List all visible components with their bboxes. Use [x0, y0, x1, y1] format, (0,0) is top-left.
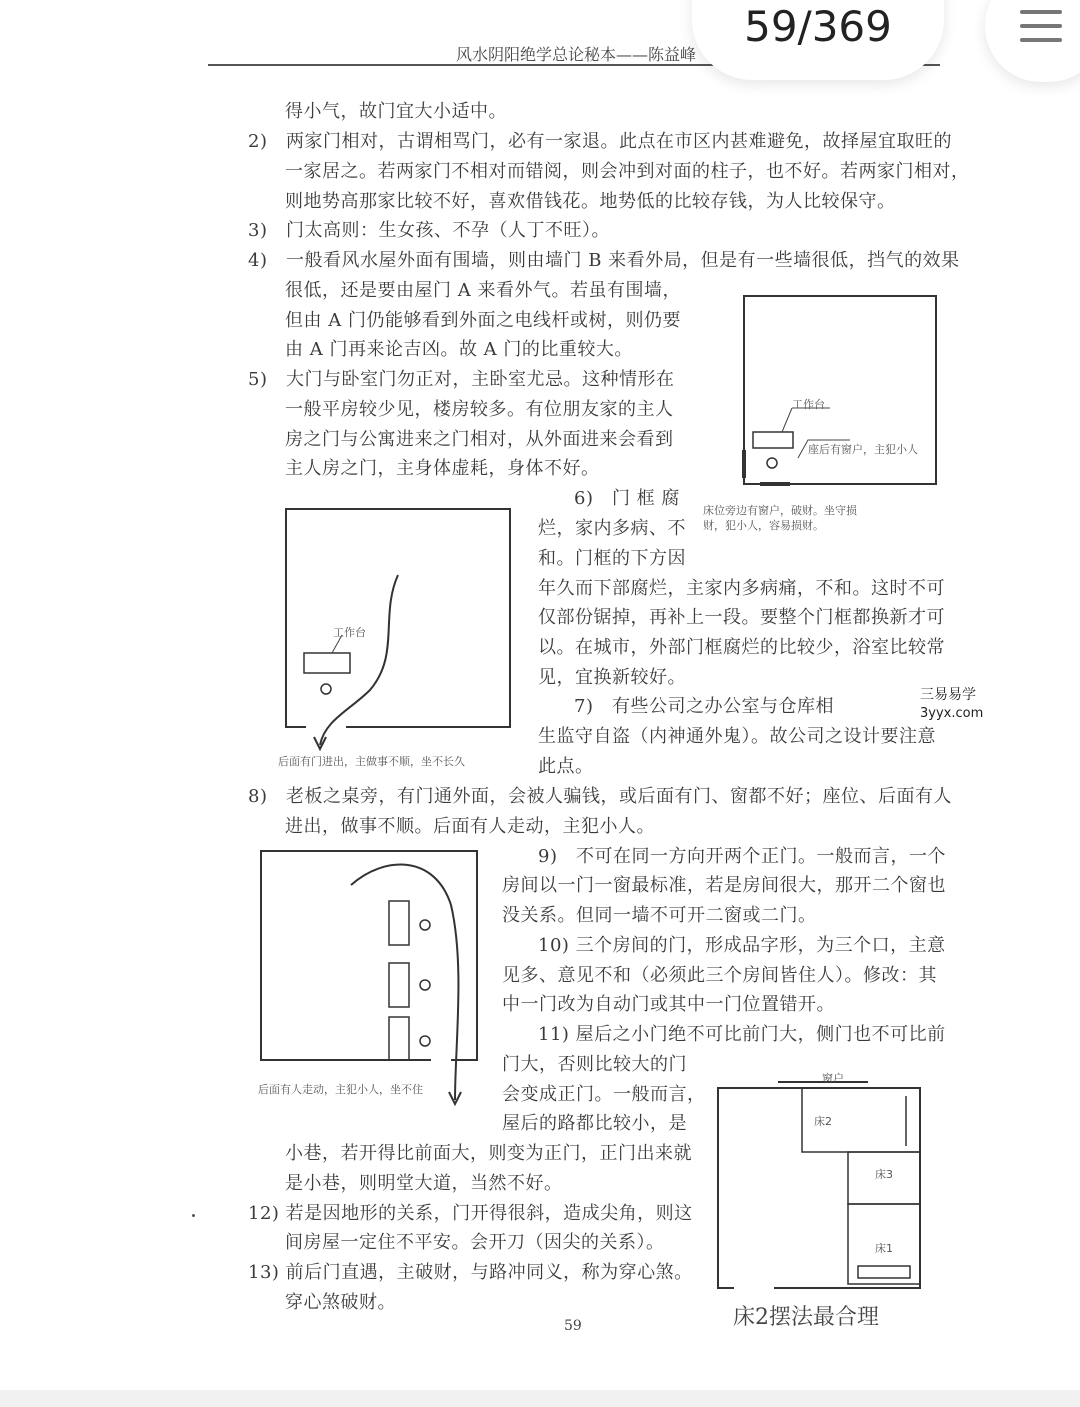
- text-line: 得小气，故门宜大小适中。: [285, 101, 507, 122]
- fig1-desk-label: 工作台: [792, 398, 825, 411]
- text-line: 11) 屋后之小门绝不可比前门大，侧门也不可比前: [538, 1024, 946, 1045]
- text-line: 主人房之门，主身体虚耗，身体不好。: [285, 458, 600, 479]
- room-outline: [286, 509, 510, 727]
- fig4-window-label: 窗户: [822, 1072, 844, 1085]
- text-line: 和。门框的下方因: [538, 548, 686, 569]
- fig4-bed2-label: 床2: [814, 1115, 832, 1128]
- text-line: 没关系。但同一墙不可开二窗或二门。: [502, 905, 817, 926]
- stray-dot: [192, 1214, 195, 1217]
- viewer-bottom-band: [0, 1390, 1080, 1407]
- text-line: 中一门改为自动门或其中一门位置错开。: [502, 994, 835, 1015]
- text-line: 5) 大门与卧室门勿正对，主卧室尤忌。这种情形在: [248, 369, 675, 390]
- fig1-note: 座后有窗户，主犯小人: [808, 443, 918, 456]
- desk-rect: [304, 653, 350, 673]
- text-line: 一般平房较少见，楼房较多。有位朋友家的主人: [285, 399, 674, 420]
- text-line: 间房屋一定住不平安。会开刀（因尖的关系）。: [285, 1232, 665, 1253]
- text-line: 12) 若是因地形的关系，门开得很斜，造成尖角，则这: [248, 1203, 693, 1224]
- figure-back-door: [280, 505, 520, 755]
- text-line: 但由 A 门仍能够看到外面之电线杆或树，则仍要: [285, 310, 681, 331]
- running-header: 风水阴阳绝学总论秘本——陈益峰: [456, 45, 697, 64]
- text-line: 很低，还是要由屋门 A 来看外气。若虽有围墙，: [285, 280, 681, 301]
- page-number: 59: [564, 1318, 582, 1334]
- text-line: 一家居之。若两家门不相对而错阅，则会冲到对面的柱子，也不好。若两家门相对，: [285, 161, 970, 182]
- text-line: 小巷，若开得比前面大，则变为正门，正门出来就: [285, 1143, 692, 1164]
- fig1-caption: 床位旁边有窗户，破财。坐守损财，犯小人，容易损财。: [703, 504, 857, 532]
- figure-three-doors: [255, 845, 485, 1110]
- walk-path: [320, 575, 398, 745]
- desk-rect: [753, 432, 793, 448]
- fig4-caption: 床2摆法最合理: [733, 1305, 879, 1330]
- text-line: 9) 不可在同一方向开两个正门。一般而言，一个: [538, 846, 946, 867]
- text-line: 见多、意见不和（必须此三个房间皆住人）。修改：其: [502, 965, 937, 986]
- figure-desk-window: [700, 290, 945, 490]
- text-line: 8) 老板之桌旁，有门通外面，会被人骗钱，或后面有门、窗都不好；座位、后面有人: [248, 786, 952, 807]
- text-line: 7) 有些公司之办公室与仓库相: [574, 696, 834, 717]
- chair-circle: [321, 684, 331, 694]
- watermark-chinese: 三易易学: [920, 687, 976, 703]
- fig2-caption: 后面有门进出，主做事不顺，坐不长久: [278, 755, 465, 768]
- text-line: 2) 两家门相对，古谓相骂门，必有一家退。此点在市区内甚难避免，故择屋宜取旺的: [248, 131, 952, 152]
- text-line: 见，宜换新较好。: [538, 667, 686, 688]
- text-line: 房间以一门一窗最标准，若是房间很大，那开二个窗也: [502, 875, 946, 896]
- menu-button[interactable]: [985, 0, 1080, 82]
- text-line: 此点。: [538, 756, 594, 777]
- figure-bed-layout: [710, 1068, 935, 1293]
- text-line: 6) 门 框 腐: [574, 488, 680, 509]
- text-line: 烂，家内多病、不: [538, 518, 686, 539]
- text-line: 则地势高那家比较不好，喜欢借钱花。地势低的比较存钱，为人比较保守。: [285, 191, 896, 212]
- text-line: 4) 一般看风水屋外面有围墙，则由墙门 B 来看外局，但是有一些墙很低，挡气的效果: [248, 250, 960, 271]
- chair-circle: [767, 458, 777, 468]
- text-line: 10) 三个房间的门，形成品字形，为三个口，主意: [538, 935, 946, 956]
- text-line: 是小巷，则明堂大道，当然不好。: [285, 1173, 563, 1194]
- text-line: 会变成正门。一般而言，: [502, 1084, 706, 1105]
- walk-path: [351, 865, 458, 1100]
- fig4-bed1-label: 床1: [875, 1242, 893, 1255]
- text-line: 13) 前后门直遇，主破财，与路冲同义，称为穿心煞。: [248, 1262, 693, 1283]
- fig3-caption: 后面有人走动，主犯小人，坐不住: [258, 1083, 423, 1096]
- text-line: 房之门与公寓进来之门相对，从外面进来会看到: [285, 429, 674, 450]
- text-line: 屋后的路都比较小，是: [502, 1113, 687, 1134]
- text-line: 年久而下部腐烂，主家内多病痛，不和。这时不可: [538, 578, 945, 599]
- page-indicator: 59/369: [692, 0, 944, 80]
- fig2-desk-label: 工作台: [333, 626, 366, 639]
- text-line: 门大，否则比较大的门: [502, 1054, 687, 1075]
- fig4-bed3-label: 床3: [875, 1168, 893, 1181]
- text-line: 生监守自盗（内神通外鬼）。故公司之设计要注意: [538, 726, 936, 747]
- text-line: 进出，做事不顺。后面有人走动，主犯小人。: [285, 816, 655, 837]
- text-line: 以。在城市，外部门框腐烂的比较少，浴室比较常: [538, 637, 945, 658]
- room-outline: [261, 851, 477, 1060]
- watermark-url: 3yyx.com: [920, 706, 984, 721]
- text-line: 穿心煞破财。: [285, 1292, 396, 1313]
- text-line: 由 A 门再来论吉凶。故 A 门的比重较大。: [285, 339, 633, 360]
- text-line: 仅部份锯掉，再补上一段。要整个门框都换新才可: [538, 607, 945, 628]
- text-line: 3) 门太高则：生女孩、不孕（人丁不旺）。: [248, 220, 610, 241]
